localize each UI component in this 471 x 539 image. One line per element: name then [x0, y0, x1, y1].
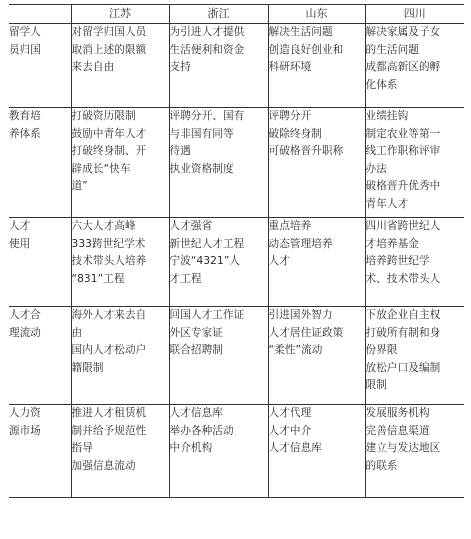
cell-text-line: 联合招聘制	[169, 344, 223, 356]
table-body	[9, 24, 464, 498]
cell-text-line: 来去自由	[71, 61, 115, 73]
row-header-cell	[9, 405, 71, 498]
table-row	[9, 307, 464, 405]
cell-text-line: 人才	[268, 255, 290, 267]
table-cell-shandong	[268, 108, 365, 218]
table-cell-jiangsu	[71, 307, 169, 405]
table-cell-jiangsu	[71, 218, 169, 307]
cell-text-line: 打破终身制、开	[71, 145, 147, 157]
row-header-cell	[9, 108, 71, 218]
table-cell-sichuan	[365, 218, 464, 307]
cell-text-line: 推进人才租赁机	[71, 407, 147, 419]
cell-text-line: 宁波“4321”人	[169, 255, 241, 267]
cell-text-line: 支持	[169, 61, 191, 73]
cell-text-line: 待遇	[169, 145, 191, 157]
table-cell-zhejiang	[169, 307, 268, 405]
cell-text-line: 培养跨世纪学	[365, 255, 430, 267]
cell-text-line: 办法	[365, 162, 387, 175]
row-header-line: 教育培	[9, 110, 41, 122]
cell-text-line: 举办各种活动	[169, 424, 234, 437]
cell-text-line: 人才信息库	[169, 407, 223, 419]
table-cell-jiangsu	[71, 405, 169, 498]
cell-text-line: 国内人才松动户	[71, 344, 147, 356]
table-row	[9, 108, 464, 218]
table-cell-sichuan	[365, 307, 464, 405]
cell-text-line: 籍限制	[71, 361, 104, 374]
cell-text-line: 人才中介	[268, 424, 312, 437]
row-header-line: 留学人	[9, 26, 41, 38]
cell-text-line: 术、技术带头人	[365, 272, 441, 285]
cell-text-line: 指导	[71, 442, 93, 454]
cell-text-line: 青年人才	[365, 197, 409, 210]
cell-text-line: 评聘分开、国有	[169, 110, 245, 122]
table-cell-zhejiang	[169, 218, 268, 307]
cell-text-line: “831”工程	[71, 272, 125, 285]
table-row	[9, 218, 464, 307]
cell-text-line: 成都高新区的孵	[365, 61, 441, 73]
cell-text-line: 引进国外智力	[268, 309, 333, 321]
table-cell-zhejiang	[169, 24, 268, 108]
cell-text-line: 评聘分开	[268, 110, 312, 122]
row-header-cell	[9, 218, 71, 307]
cell-text-line: 建立与发达地区	[365, 442, 441, 454]
row-header-line: 源市场	[9, 424, 41, 437]
cell-text-line: 才培养基金	[365, 237, 419, 250]
column-header-zhejiang: 浙江	[169, 5, 268, 24]
cell-text-line: 外区专家证	[169, 326, 223, 339]
cell-text-line: 份界限	[365, 344, 398, 356]
cell-text-line: 四川省跨世纪人	[365, 220, 441, 232]
cell-text-line: 人才信息库	[268, 442, 322, 454]
cell-text-line: 执业资格制度	[169, 162, 234, 175]
cell-text-line: 人才代理	[268, 407, 312, 419]
cell-text-line: 为引进人才提供	[169, 26, 245, 38]
cell-text-line: 人才居住证政策	[268, 326, 344, 339]
cell-text-line: 加强信息流动	[71, 459, 136, 472]
cell-text-line: 放松户口及编制	[365, 361, 441, 374]
table-cell-shandong	[268, 307, 365, 405]
table-cell-shandong	[268, 218, 365, 307]
cell-text-line: 线工作职称评审	[365, 145, 441, 157]
cell-text-line: 完善信息渠道	[365, 424, 430, 437]
table-row	[9, 24, 464, 108]
cell-text-line: 技术带头人培养	[71, 255, 147, 267]
cell-text-line: 的生活问题	[365, 43, 419, 56]
cell-text-line: 六大人才高峰	[71, 220, 136, 232]
table-cell-zhejiang	[169, 108, 268, 218]
cell-text-line: 新世纪人才工程	[169, 237, 245, 250]
cell-text-line: 回国人才工作证	[169, 309, 245, 321]
row-header-line: 养体系	[9, 127, 41, 140]
corner-cell	[9, 5, 71, 24]
cell-text-line: 创造良好创业和	[268, 43, 344, 56]
table-cell-sichuan	[365, 405, 464, 498]
cell-text-line: 由	[71, 326, 83, 339]
cell-text-line: 业绩挂钩	[365, 110, 409, 122]
cell-text-line: 可破格晋升职称	[268, 145, 344, 157]
table-cell-shandong	[268, 24, 365, 108]
cell-text-line: 对留学归国人员	[71, 26, 147, 38]
cell-text-line: 制定农业等第一	[365, 127, 441, 140]
cell-text-line: 打破所有制和身	[365, 326, 441, 339]
cell-text-line: “柔性”流动	[268, 344, 323, 356]
column-header-shandong: 山东	[268, 5, 365, 24]
cell-text-line: 解决家属及子女	[365, 26, 441, 38]
cell-text-line: 制并给予规范性	[71, 424, 147, 437]
cell-text-line: 与非国有同等	[169, 127, 234, 140]
column-header-jiangsu: 江苏	[71, 5, 169, 24]
row-header-line: 人力资	[9, 407, 41, 419]
table-header-row	[9, 5, 464, 24]
cell-text-line: 破除终身制	[268, 127, 322, 140]
cell-text-line: 发展服务机构	[365, 407, 430, 419]
table-cell-jiangsu	[71, 24, 169, 108]
cell-text-line: 鼓励中青年人才	[71, 127, 147, 140]
cell-text-line: 破格晋升优秀中	[365, 180, 441, 192]
table-cell-sichuan	[365, 24, 464, 108]
row-header-cell	[9, 24, 71, 108]
cell-text-line: 中介机构	[169, 442, 213, 454]
row-header-cell	[9, 307, 71, 405]
cell-text-line: 海外人才来去自	[71, 309, 147, 321]
cell-text-line: 动态管理培养	[268, 237, 333, 250]
cell-text-line: 重点培养	[268, 220, 312, 232]
cell-text-line: 人才强省	[169, 220, 213, 232]
row-header-line: 人才合	[9, 309, 41, 321]
cell-text-line: 打破资历限制	[71, 110, 136, 122]
cell-text-line: 解决生活问题	[268, 26, 333, 38]
column-header-sichuan: 四川	[365, 5, 464, 24]
cell-text-line: 的联系	[365, 459, 398, 472]
table-row	[9, 405, 464, 498]
row-header-line: 使用	[9, 237, 31, 250]
cell-text-line: 下放企业自主权	[365, 309, 441, 321]
cell-text-line: 才工程	[169, 272, 202, 285]
table-cell-sichuan	[365, 108, 464, 218]
table-cell-shandong	[268, 405, 365, 498]
cell-text-line: 限制	[365, 379, 387, 391]
row-header-line: 员归国	[9, 43, 41, 56]
table-cell-jiangsu	[71, 108, 169, 218]
cell-text-line: 辟成长“快车	[71, 162, 131, 175]
cell-text-line: 生活便利和资金	[169, 43, 245, 56]
cell-text-line: 道”	[71, 180, 88, 192]
cell-text-line: 333跨世纪学术	[71, 237, 146, 250]
talent-policy-comparison-table	[9, 4, 464, 498]
cell-text-line: 科研环境	[268, 61, 312, 73]
row-header-line: 人才	[9, 220, 31, 232]
table-cell-zhejiang	[169, 405, 268, 498]
cell-text-line: 取消上述的限额	[71, 43, 147, 56]
row-header-line: 理流动	[9, 326, 41, 339]
cell-text-line: 化体系	[365, 78, 398, 91]
